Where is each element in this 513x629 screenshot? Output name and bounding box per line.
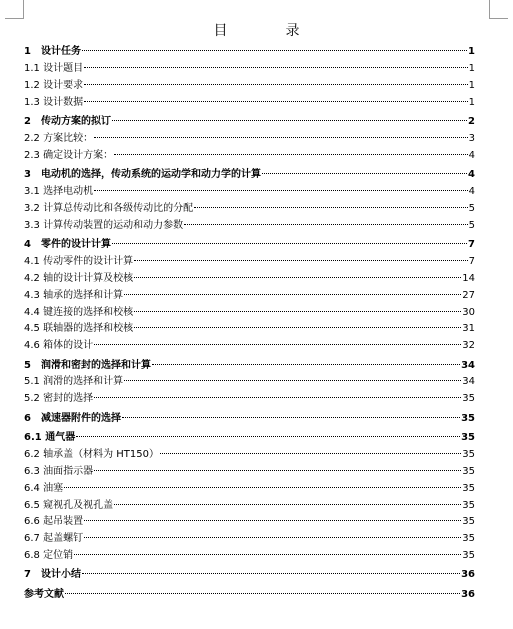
toc-dot-leader [94, 470, 461, 471]
toc-entry-page-number: 4 [468, 185, 475, 197]
toc-entry-title: 5 润滑和密封的选择和计算 [24, 359, 151, 371]
toc-dot-leader [114, 504, 461, 505]
toc-entry-title: 参考文献 [24, 588, 64, 600]
toc-entry-title: 6.4 油塞 [24, 482, 64, 494]
toc-dot-leader [82, 50, 467, 51]
toc-entry-title: 2.2 方案比较： [24, 132, 94, 144]
toc-entry-title: 4.6 箱体的设计 [24, 340, 94, 352]
toc-entry-page-number: 35 [462, 550, 475, 562]
toc-entry[interactable] [24, 358, 475, 375]
toc-entry-title: 7 设计小结 [24, 569, 81, 581]
toc-entry-title: 2.3 确定设计方案： [24, 149, 114, 161]
toc-dot-leader [124, 294, 461, 295]
toc-entry[interactable] [24, 237, 475, 254]
toc-entry-page-number: 35 [462, 499, 475, 511]
toc-entry[interactable] [24, 498, 475, 515]
toc-entry-title: 3 电动机的选择，传动系统的运动学和动力学的计算 [24, 169, 261, 181]
toc-dot-leader [184, 224, 468, 225]
toc-entry-title: 3.3 计算传动装置的运动和动力参数 [24, 219, 184, 231]
table-of-contents [24, 44, 475, 604]
toc-entry[interactable] [24, 587, 475, 604]
toc-entry[interactable] [24, 184, 475, 201]
toc-entry[interactable] [24, 218, 475, 235]
toc-entry-title: 3.2 计算总传动比和各级传动比的分配 [24, 202, 194, 214]
toc-dot-leader [84, 101, 468, 102]
toc-entry-page-number: 36 [461, 569, 475, 581]
toc-entry[interactable] [24, 78, 475, 95]
toc-dot-leader [134, 260, 468, 261]
toc-entry-title: 1.1 设计题目 [24, 62, 84, 74]
toc-entry-page-number: 1 [468, 79, 475, 91]
crop-mark-top-left [5, 0, 24, 19]
toc-dot-leader [94, 190, 468, 191]
toc-entry[interactable] [24, 271, 475, 288]
toc-entry-page-number: 35 [462, 482, 475, 494]
toc-entry-page-number: 14 [462, 272, 475, 284]
toc-entry-title: 4 零件的设计计算 [24, 238, 111, 250]
toc-dot-leader [84, 537, 461, 538]
toc-entry-page-number: 4 [468, 149, 475, 161]
toc-entry[interactable] [24, 201, 475, 218]
toc-entry-title: 6.1 通气器 [24, 431, 76, 443]
toc-entry-title: 6.8 定位销 [24, 550, 74, 562]
toc-entry[interactable] [24, 321, 475, 338]
toc-entry-page-number: 35 [461, 412, 475, 424]
toc-entry-title: 1 设计任务 [24, 46, 81, 57]
toc-dot-leader [74, 554, 461, 555]
toc-entry-page-number: 35 [462, 448, 475, 460]
toc-entry-title: 4.3 轴承的选择和计算 [24, 289, 124, 301]
toc-entry-page-number: 4 [468, 169, 475, 181]
toc-entry[interactable] [24, 305, 475, 322]
toc-entry-page-number: 35 [462, 393, 475, 405]
toc-dot-leader [76, 436, 460, 437]
toc-entry-title: 6.5 窥视孔及视孔盖 [24, 499, 114, 511]
toc-entry[interactable] [24, 95, 475, 112]
toc-entry-page-number: 7 [468, 238, 475, 250]
toc-entry-page-number: 35 [461, 431, 475, 443]
toc-dot-leader [84, 520, 461, 521]
toc-entry-page-number: 2 [468, 115, 475, 127]
toc-entry-title: 2 传动方案的拟订 [24, 115, 111, 127]
toc-dot-leader [64, 487, 461, 488]
toc-entry[interactable] [24, 464, 475, 481]
toc-entry-title: 4.4 键连接的选择和校核 [24, 306, 134, 318]
toc-dot-leader [134, 327, 461, 328]
toc-entry-page-number: 27 [462, 289, 475, 301]
toc-entry-title: 4.1 传动零件的设计计算 [24, 255, 134, 267]
toc-entry-page-number: 3 [468, 132, 475, 144]
toc-entry-title: 5.1 润滑的选择和计算 [24, 376, 124, 388]
toc-entry[interactable] [24, 374, 475, 391]
toc-entry-page-number: 5 [468, 202, 475, 214]
toc-entry[interactable] [24, 167, 475, 184]
toc-entry-title: 6.2 轴承盖（材料为 HT150） [24, 448, 159, 460]
toc-dot-leader [124, 380, 461, 381]
toc-entry[interactable] [24, 338, 475, 355]
toc-entry[interactable] [24, 514, 475, 531]
toc-entry-page-number: 1 [468, 62, 475, 74]
toc-entry-title: 6 减速器附件的选择 [24, 412, 121, 424]
toc-dot-leader [84, 67, 468, 68]
toc-entry[interactable] [24, 254, 475, 271]
toc-entry-page-number: 34 [462, 376, 475, 388]
toc-dot-leader [160, 453, 461, 454]
toc-entry-title: 5.2 密封的选择 [24, 393, 94, 405]
toc-entry-page-number: 34 [461, 359, 475, 371]
toc-entry[interactable] [24, 114, 475, 131]
toc-entry[interactable] [24, 44, 475, 61]
toc-dot-leader [114, 154, 468, 155]
toc-entry-page-number: 31 [462, 323, 475, 335]
toc-entry-title: 1.2 设计要求 [24, 79, 84, 91]
toc-entry[interactable] [24, 481, 475, 498]
toc-entry[interactable] [24, 411, 475, 428]
toc-entry-title: 3.1 选择电动机 [24, 185, 94, 197]
toc-dot-leader [112, 120, 467, 121]
toc-dot-leader [134, 277, 461, 278]
toc-entry-page-number: 7 [468, 255, 475, 267]
toc-dot-leader [134, 311, 461, 312]
toc-entry-page-number: 35 [462, 533, 475, 545]
toc-dot-leader [84, 84, 468, 85]
toc-entry[interactable] [24, 61, 475, 78]
toc-entry-title: 6.7 起盖螺钉 [24, 533, 84, 545]
toc-entry-page-number: 35 [462, 516, 475, 528]
toc-entry-page-number: 1 [468, 96, 475, 108]
toc-dot-leader [94, 397, 461, 398]
toc-entry[interactable] [24, 148, 475, 165]
toc-dot-leader [65, 593, 460, 594]
toc-entry[interactable] [24, 288, 475, 305]
toc-entry[interactable] [24, 430, 475, 447]
toc-entry-page-number: 1 [468, 46, 475, 57]
toc-entry-page-number: 32 [462, 340, 475, 352]
toc-entry[interactable] [24, 531, 475, 548]
toc-dot-leader [94, 137, 468, 138]
toc-entry-title: 6.6 起吊装置 [24, 516, 84, 528]
toc-dot-leader [152, 364, 460, 365]
toc-entry-page-number: 5 [468, 219, 475, 231]
crop-mark-top-right [489, 0, 508, 19]
toc-entry-title: 6.3 油面指示器 [24, 465, 94, 477]
toc-entry[interactable] [24, 131, 475, 148]
toc-entry[interactable] [24, 567, 475, 584]
toc-entry-title: 1.3 设计数据 [24, 96, 84, 108]
toc-title: 目 录 [213, 23, 322, 39]
toc-entry[interactable] [24, 391, 475, 408]
toc-entry-title: 4.5 联轴器的选择和校核 [24, 323, 134, 335]
toc-dot-leader [112, 243, 467, 244]
toc-dot-leader [82, 573, 460, 574]
toc-entry[interactable] [24, 447, 475, 464]
toc-dot-leader [194, 207, 468, 208]
toc-dot-leader [122, 417, 460, 418]
toc-entry-page-number: 36 [461, 588, 475, 600]
toc-dot-leader [94, 344, 461, 345]
toc-entry-page-number: 30 [462, 306, 475, 318]
toc-entry[interactable] [24, 548, 475, 565]
toc-entry-title: 4.2 轴的设计计算及校核 [24, 272, 134, 284]
toc-entry-page-number: 35 [462, 465, 475, 477]
toc-dot-leader [262, 173, 467, 174]
